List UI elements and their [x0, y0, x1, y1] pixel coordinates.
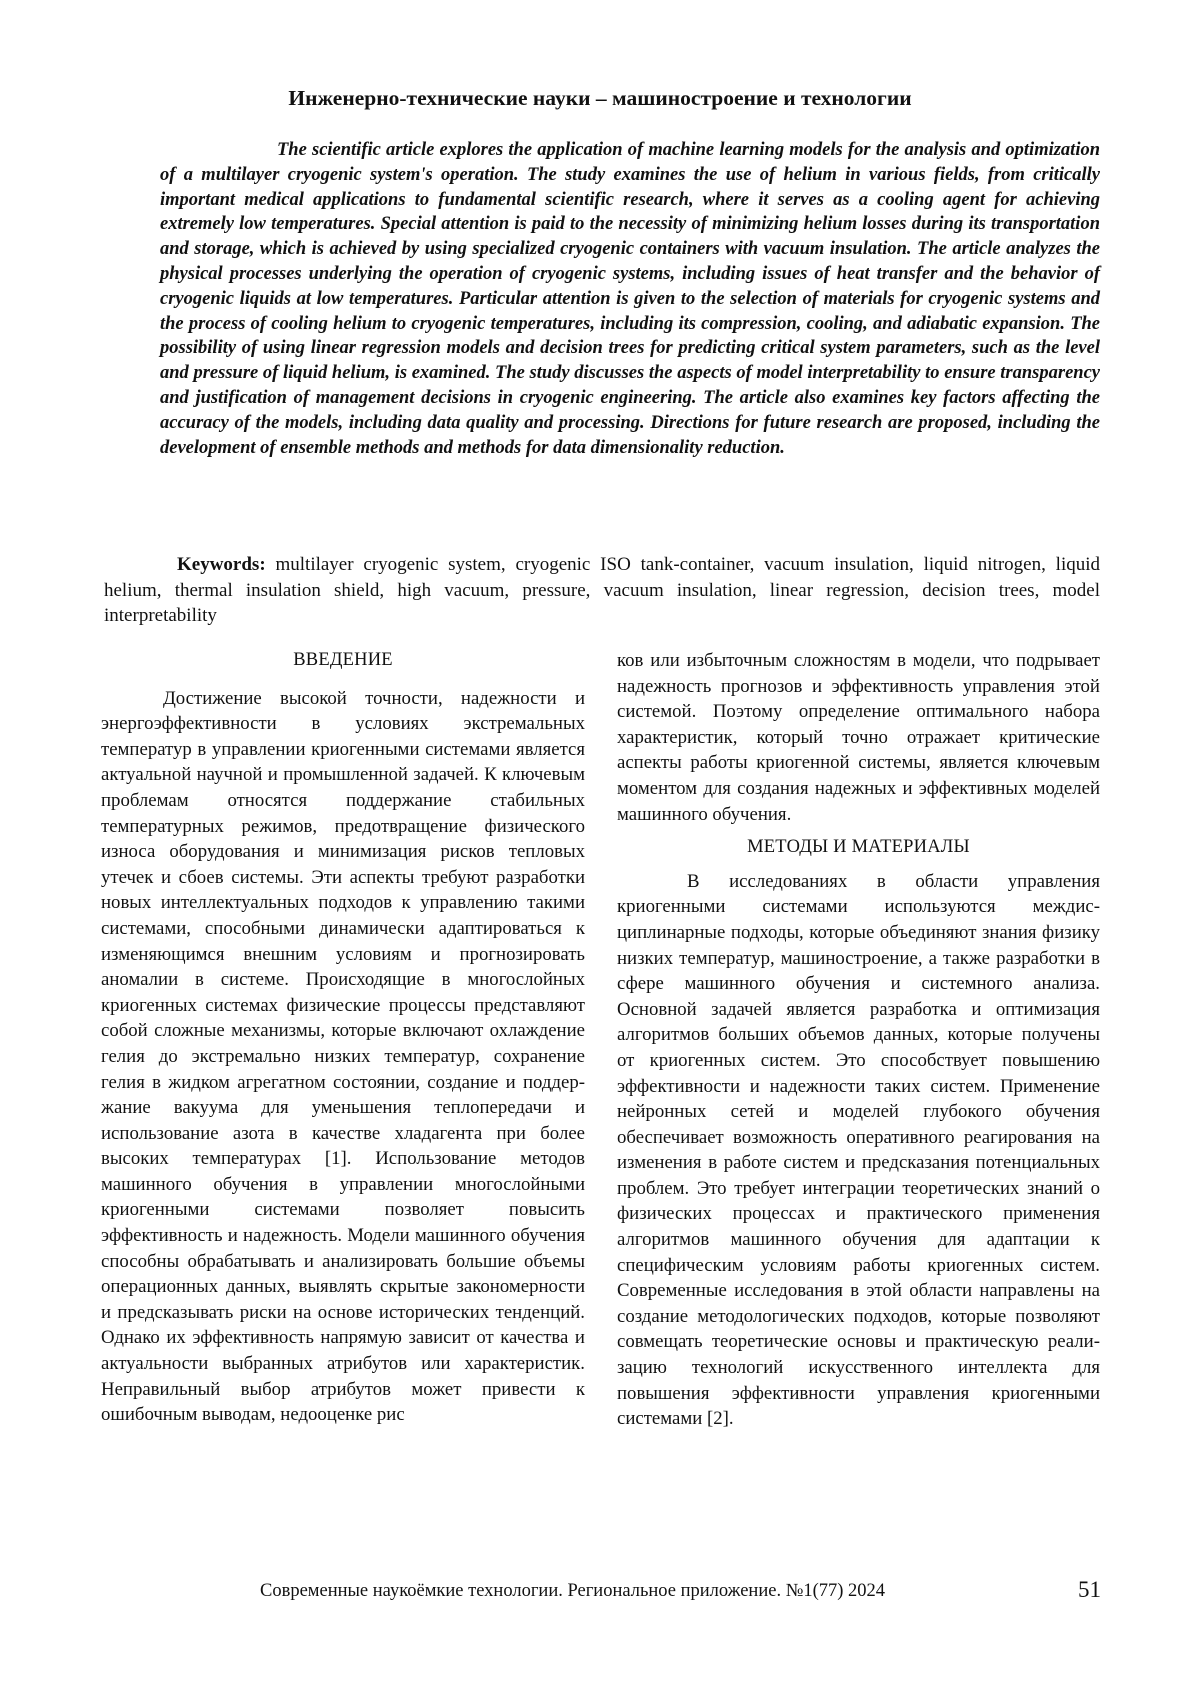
page-number: 51 — [1078, 1577, 1101, 1602]
keywords-text: multilayer cryogenic system, cryogenic ISO tank-container, vacuum insulation, liquid nitrogen, liquid helium, thermal insulation shield, high vacuum, pressure, vacuum insulation, linear regression, decision trees, model interpretability — [104, 554, 1100, 626]
journal-title: Современные наукоёмкие технологии. Региональное приложение. №1(77) 2024 — [260, 1581, 886, 1601]
keywords-label: Keywords: — [177, 554, 266, 575]
methods-heading: МЕТОДЫ И МАТЕРИАЛЫ — [747, 837, 970, 858]
abstract: The scientific article explores the application of machine learning models for the analysis and optimization of a multilayer cryogenic system's operation. The study examines the use of helium in various fields, from critically important medical applications to fundamental scientific research, where it serves as a cooling agent for achieving extremely low temperatures. Special attention is paid to the necessity of minimizing helium losses during its transportation and storage, which is achieved by using specialized cryogenic containers with vacuum insulation. The article analyzes the physical processes underlying the operation of cryogenic systems, including issues of heat transfer and the behavior of cryogenic liquids at low temperatures. Particular attention is given to the selection of materials for cryogenic systems and the process of cooling helium to cryogenic temperatures, including its compression, cooling, and adiabatic expansion. The possibility of using linear regression models and decision trees for predicting critical system parameters, such as the level and pressure of liquid helium, is examined. The study discusses the aspects of model interpretability to ensure transparency and justification of management decisions in cryogenic engineering. The article also examines key factors affecting the accuracy of the models, including data quality and processing. Directions for future research are proposed, including the development of ensemble methods and methods for data dimensionality reduction. — [160, 140, 1100, 458]
methods-paragraph: В исследованиях в области управления криогенными системами используются междисциплинарные подходы, которые объединяют знания физику низких температур, машиностроение, а также разработки в сфере машинного обучения и системного анализа. Основной задачей является разработка и оптимизация алгоритмов больших объемов данных, которые получены от криогенных систем. Это способствует повышению эффективности и надежности таких систем. Применение нейронных сетей и моделей глубокого обучения обеспечивает возможность оперативного реагирования на изменения в работе систем и предсказания потенциальных проблем. Это требует интеграции теоретических знаний о физических процессах и практического применения алгоритмов машинного обучения для адаптации к специфическим условиям работы криогенных систем. Современные исследования в этой области направлены на создание методологических подходов, которые позволяют совмещать теоретические основы и практическую реализацию технологий искусственного интеллекта для повышения эффективности управления криогенными системами [2]. — [617, 870, 1100, 1430]
intro-continuation: ков или избыточным сложностям в модели, что подрывает надежность прогнозов и эффективность управления этой системой. Поэтому определение оптимального набора характеристик, который точно отражает критические аспекты работы криогенной системы, является ключевым моментом для создания надежных и эффективных моделей машинного обучения. — [617, 650, 1100, 825]
section-title: Инженерно-технические науки – машиностроение и технологии — [288, 86, 912, 110]
left-column — [101, 648, 585, 1428]
right-column — [617, 648, 1100, 1432]
intro-heading: ВВЕДЕНИЕ — [293, 650, 393, 670]
intro-paragraph: Достижение высокой точности, надежности и энергоэффективности в условиях экстремальных температур в управлении криогенными системами является актуальной научной и промышленной задачей. К ключевым проблемам относятся поддержание стабильных температурных режимов, предотвращение физического износа оборудования и минимизация рисков тепловых утечек и сбоев системы. Эти аспекты требуют разработки новых интеллектуальных подходов к управлению такими системами, способными динамически адаптироваться к изменяющимся внешним условиям и прогнозировать аномалии в системе. Происходящие в многослойных криогенных системах физические процессы представляют собой сложные механизмы, которые включают охлаждение гелия до экстремально низких температур, сохранение гелия в жидком агрегатном состоянии, создание и поддержание вакуума для уменьшения теплопередачи и использование азота в качестве хладагента при более высоких температурах [1]. Использование методов машинного обучения в управлении многослойными криогенными системами позволяет повысить эффективность и надежность. Модели машинного обучения способны обрабатывать и анализировать большие объемы операционных данных, выявлять скрытые закономерности и предсказывать риски на основе исторических тенденций. Однако их эффективность напрямую зависит от качества и актуальности выбранных атрибутов или характеристик. Неправильный выбор атрибутов может привести к ошибочным выводам, недооценке рис — [101, 687, 585, 1426]
keywords — [104, 552, 1100, 629]
